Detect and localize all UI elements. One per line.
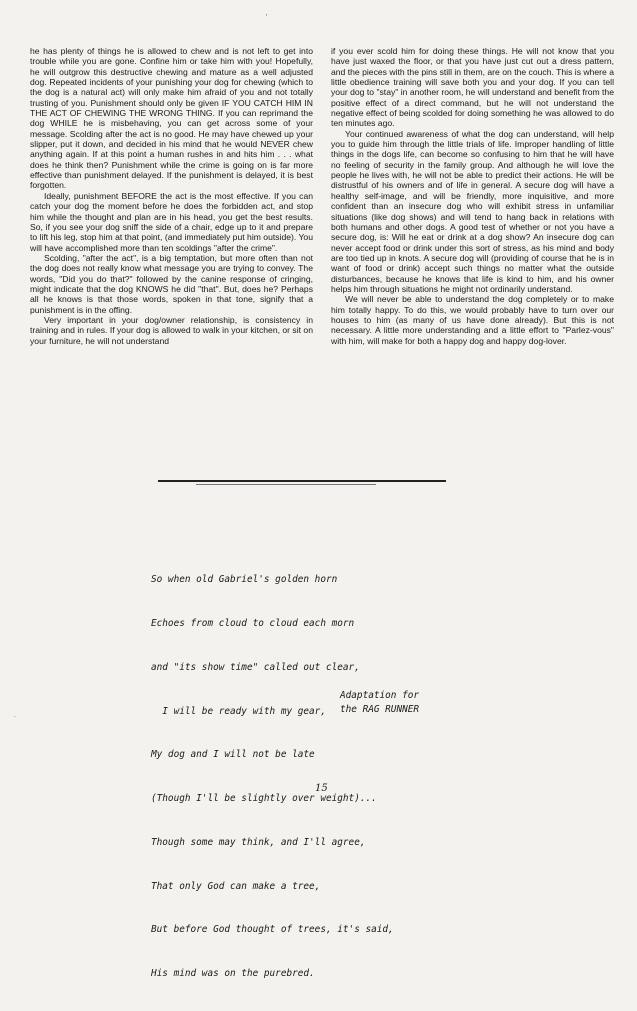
article-paragraph: Very important in your dog/owner relationship, is consistency in training and in rules. If your dog is allowed to walk in your kitchen, or sit on your furniture, he will not understand [30, 314, 313, 346]
poem-line: But before God thought of trees, it's said, [151, 924, 394, 936]
article-paragraph: he has plenty of things he is allowed to chew and is not left to get into trouble while you are gone. Confine him or take him with you! Hopefully, he will outgrow this destructive chewing and mature as a well adjusted dog. Repeated incidents of your punishing your dog for chewing (which to the dog is a natural act) will only make him afraid of you and not totally trusting of you. Punishment should only be given IF YOU CATCH HIM IN THE ACT OF CHEWING THE WRONG THING. If you can reprimand the dog WHILE he is misbehaving, you can get across some of your message. Scolding after the act is no good. He may have chewed up your slipper, put it down, and decided in his mind that he would NEVER chew anything again. If at this point a human rushes in and hits him . . . what does he think then? Punishment while the crime is going on is far more effective than punishment delayed. If the punishment is delayed, it is best forgotten. [30, 46, 313, 191]
page-number: 15 [315, 783, 328, 794]
section-divider-shadow [196, 484, 376, 485]
credit-line: the RAG RUNNER [340, 704, 420, 715]
poem-credit [340, 689, 490, 717]
poem-line: (Though I'll be slightly over weight)... [151, 793, 377, 805]
article-paragraph: Your continued awareness of what the dog can understand, will help you to guide him through the little trials of life. Improper handling of little things in the dogs life, can become so confusing to him that he will have no feeling of security in the family group. And although he will love the people he lives with, he will not be able to predict their actions. He will be distrustful of his owners and of life in general. A secure dog will have a healthy self-image, and will be friendly, more inquisitive, and more confident than an insecure dog who will exhibit stress in unfamiliar situations (like dog shows) and will tend to hang back in relations with both humans and other dogs. A good test of whether or not you have a secure dog, is: Will he eat or drink at a dog show? An insecure dog can never accept food or drink under this sort of stress, as his mind and body are too tied up in knots. A secure dog will (providing of course that he is in want of food or drink) accept such things no matter what the outside disturbances, because he knows that life is kind to him, and his owner helps him through situations he might not ordinarily understand. [331, 128, 614, 294]
poem-line: Echoes from cloud to cloud each morn [151, 617, 355, 629]
poem-line: Though some may think, and I'll agree, [151, 836, 366, 848]
scan-mark: ' [266, 14, 268, 21]
poem-line: I will be ready with my gear, [151, 705, 326, 717]
scan-mark: . [14, 712, 16, 719]
article-left-column [30, 46, 313, 346]
credit-line: Adaptation for [340, 690, 420, 701]
article-paragraph: Scolding, "after the act", is a big temptation, but more often than not the dog does not really know what message you are trying to convey. The words, "Did you do that?" followed by the canine response of cringing, might indicate that the dog KNOWS he did "that". But, does he? Perhaps all he knows is that those words, spoken in that tone, signify that a punishment is in the offing. [30, 252, 313, 315]
poem-line: His mind was on the purebred. [151, 968, 315, 980]
poem-line: and "its show time" called out clear, [151, 661, 360, 673]
poem-line: My dog and I will not be late [151, 749, 315, 761]
poem-line: So when old Gabriel's golden horn [151, 574, 338, 586]
article-paragraph: We will never be able to understand the dog completely or to make him totally happy. To do this, we would probably have to turn over our houses to him (as many of us have done already). But this is not necessary. A little more understanding and a little effort to "Parlez-vous" with him, will make for both a happy dog and happy dog-lover. [331, 294, 614, 346]
section-divider [158, 480, 446, 482]
poem [151, 544, 511, 1011]
article-paragraph: if you ever scold him for doing these things. He will not know that you have just waxed the floor, or that you have just cut out a dress pattern, and the pieces with the pins still in them, are on the couch. This is where a little obedience training will save both you and your dog. If you can tell your dog to "stay" in another room, he will understand and benefit from the positive effect of a direct command, but he will not understand the negative effect of being scolded for doing something he was allowed to do ten minutes ago. [331, 46, 614, 129]
article-paragraph: Ideally, punishment BEFORE the act is the most effective. If you can catch your dog the moment before he does the forbidden act, and stop him while the thought and plan are in his head, you get the best results. So, if you see your dog sniff the side of a chair, edge up to it and prepare to lift his leg, stop him at that point, (and immediately put him outside). You will have accomplished more than ten scoldings "after the crime". [30, 190, 313, 253]
article-right-column [331, 46, 614, 346]
poem-line: That only God can make a tree, [151, 880, 321, 892]
